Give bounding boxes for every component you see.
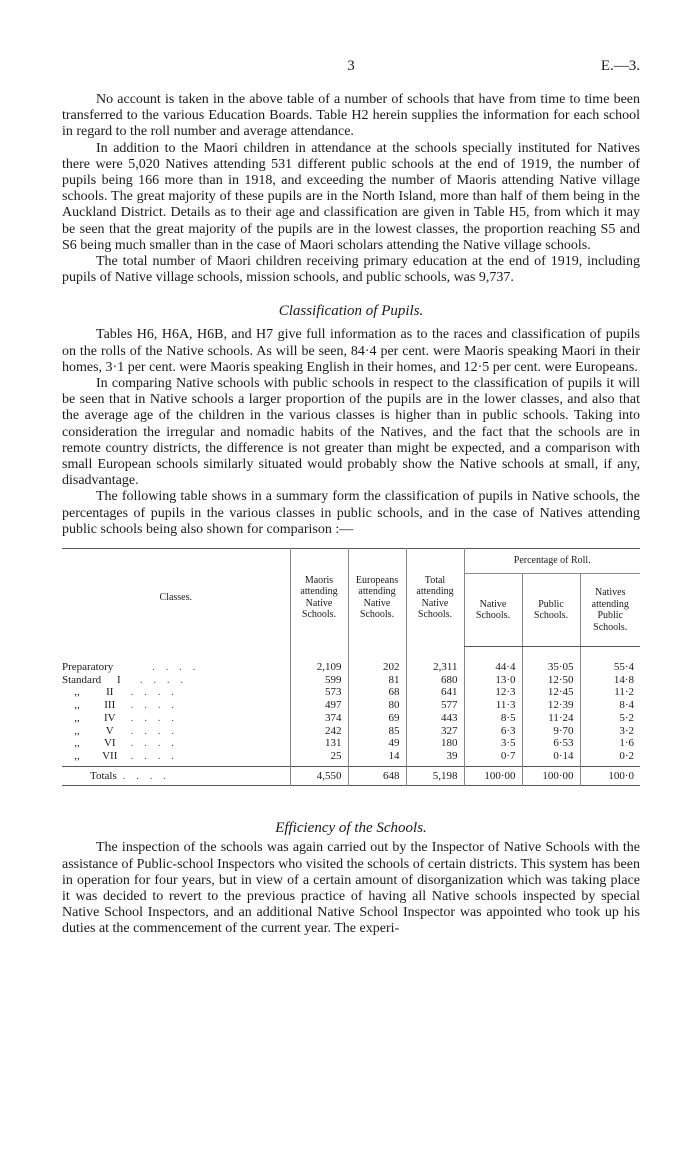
row-label: ,, VI . . . . [74, 737, 178, 750]
cell-public-pct: 6·53 [522, 737, 580, 750]
header-native-schools: Native Schools. [464, 574, 522, 647]
cell-public-pct: 11·24 [522, 712, 580, 725]
header-classes: Classes. [159, 592, 192, 604]
header-maoris: Maoris attending Native Schools. [290, 549, 348, 647]
row-label: ,, VII . . . . [74, 750, 178, 762]
cell-public-pct: 35·05 [522, 647, 580, 674]
page-number: 3 [347, 58, 355, 74]
cell-natives-public-pct: 3·2 [580, 725, 640, 738]
row-label: ,, II . . . . [74, 686, 178, 699]
row-label: Preparatory . . . . [62, 660, 200, 673]
cell-natives-public-pct: 0·2 [580, 750, 640, 766]
classification-paragraph: Tables H6, H6A, H6B, and H7 give full information as to the races and classification of pupils on the rolls of the Native schools. As will be seen, 84·4 per cent. were Maoris speaking Maori in their homes, 3·1 per cent. were Maoris speaking English in their homes, and 12·5 per cent. were Europeans. [62, 327, 640, 375]
section-heading-classification: Classification of Pupils. [278, 303, 424, 320]
table-row [62, 737, 640, 750]
cell-maoris: 374 [290, 712, 348, 725]
cell-maoris: 573 [290, 686, 348, 699]
cell-maoris: 599 [290, 674, 348, 687]
table-row [62, 712, 640, 725]
header-public-schools: Public Schools. [522, 574, 580, 647]
totals-label: Totals . . . . [62, 766, 290, 786]
table-row [62, 699, 640, 712]
total-total: 5,198 [406, 766, 464, 786]
cell-total: 443 [406, 712, 464, 725]
cell-natives-public-pct: 8·4 [580, 699, 640, 712]
cell-native-pct: 12·3 [464, 686, 522, 699]
total-natives-public-pct: 100·0 [580, 766, 640, 786]
body-text [62, 92, 640, 938]
total-public-pct: 100·00 [522, 766, 580, 786]
row-label: ,, III . . . . [74, 699, 178, 712]
cell-europeans: 202 [348, 647, 406, 674]
cell-public-pct: 0·14 [522, 750, 580, 766]
header-percentage-group: Percentage of Roll. [464, 549, 640, 574]
cell-maoris: 131 [290, 737, 348, 750]
cell-total: 180 [406, 737, 464, 750]
cell-maoris: 2,109 [290, 647, 348, 674]
cell-native-pct: 44·4 [464, 647, 522, 674]
table-row [62, 647, 640, 674]
header-natives-public: Natives attending Public Schools. [580, 574, 640, 647]
classification-paragraph: In comparing Native schools with public schools in respect to the classification of pupils it will be seen that in Native schools a larger proportion of the pupils are in the lower classes, and also that the average age of the children in the various classes is higher than in public schools. Taking into consideration the irregular and nomadic habits of the Natives, and the fact that the schools are in remote country districts, the difference is not greater than might be expected, and a comparison with small European schools similarly situated would probably show the Native schools at small, if any, disadvantage. [62, 376, 640, 489]
table-row [62, 686, 640, 699]
total-europeans: 648 [348, 766, 406, 786]
classification-paragraph: The following table shows in a summary form the classification of pupils in Native schools, the percentages of pupils in the various classes in public schools, and in the case of Natives attending public schools being also shown for comparison :— [62, 489, 640, 537]
cell-native-pct: 11·3 [464, 699, 522, 712]
cell-natives-public-pct: 14·8 [580, 674, 640, 687]
total-native-pct: 100·00 [464, 766, 522, 786]
cell-natives-public-pct: 55·4 [580, 647, 640, 674]
header-total: Total attending Native Schools. [406, 549, 464, 647]
efficiency-paragraph: The inspection of the schools was again carried out by the Inspector of Native Schools with the assistance of Public-school Inspectors who visited the schools of certain districts. This system has been in operation for four years, but in view of a certain amount of disorganization which was taking place it was decided to revert to the previous practice of having all Native schools inspected by special Native School Inspectors, and an additional Native School Inspector was appointed who took up his duties at the commencement of the current year. The experi- [62, 840, 640, 937]
cell-europeans: 68 [348, 686, 406, 699]
cell-public-pct: 12·39 [522, 699, 580, 712]
cell-native-pct: 8·5 [464, 712, 522, 725]
cell-total: 2,311 [406, 647, 464, 674]
cell-europeans: 69 [348, 712, 406, 725]
header-europeans: Europeans attending Native Schools. [348, 549, 406, 647]
table-row [62, 750, 640, 766]
row-label: ,, V . . . . [74, 724, 178, 737]
cell-public-pct: 12·50 [522, 674, 580, 687]
cell-total: 680 [406, 674, 464, 687]
intro-paragraph: No account is taken in the above table of a number of schools that have from time to time been transferred to the various Education Boards. Table H2 herein supplies the information for each school in regard to the roll number and average attendance. [62, 92, 640, 140]
cell-natives-public-pct: 1·6 [580, 737, 640, 750]
cell-native-pct: 13·0 [464, 674, 522, 687]
cell-europeans: 85 [348, 725, 406, 738]
row-label: Standard I . . . . [62, 673, 188, 686]
row-label: ,, IV . . . . [74, 711, 178, 724]
cell-maoris: 25 [290, 750, 348, 766]
section-heading-efficiency: Efficiency of the Schools. [275, 820, 427, 837]
document-reference: E.—3. [600, 58, 640, 74]
cell-europeans: 81 [348, 674, 406, 687]
cell-total: 577 [406, 699, 464, 712]
cell-total: 641 [406, 686, 464, 699]
cell-europeans: 80 [348, 699, 406, 712]
cell-public-pct: 12·45 [522, 686, 580, 699]
cell-public-pct: 9·70 [522, 725, 580, 738]
total-maoris: 4,550 [290, 766, 348, 786]
cell-maoris: 497 [290, 699, 348, 712]
intro-paragraph: The total number of Maori children receiving primary education at the end of 1919, including pupils of Native village schools, mission schools, and public schools, was 9,737. [62, 254, 640, 286]
cell-maoris: 242 [290, 725, 348, 738]
table-row [62, 725, 640, 738]
cell-native-pct: 0·7 [464, 750, 522, 766]
classification-table [62, 548, 640, 786]
page-header [62, 58, 640, 78]
cell-total: 327 [406, 725, 464, 738]
totals-row [62, 766, 640, 786]
cell-europeans: 14 [348, 750, 406, 766]
cell-europeans: 49 [348, 737, 406, 750]
cell-natives-public-pct: 11·2 [580, 686, 640, 699]
cell-native-pct: 3·5 [464, 737, 522, 750]
intro-paragraph: In addition to the Maori children in attendance at the schools specially instituted for Natives there were 5,020 Natives attending 531 different public schools at the end of 1919, the number of pupils being 166 more than in 1918, and exceeding the number of Maoris attending Native village schools. The great majority of these pupils are in the North Island, more than half of them being in the Auckland District. Details as to their age and classification are given in Table H5, from which it may be seen that the great majority of the pupils are in the lowest classes, the proportion reaching S5 and S6 being much smaller than in the case of Maori scholars attending the Native village schools. [62, 140, 640, 253]
cell-total: 39 [406, 750, 464, 766]
cell-native-pct: 6·3 [464, 725, 522, 738]
table-row [62, 674, 640, 687]
cell-natives-public-pct: 5·2 [580, 712, 640, 725]
